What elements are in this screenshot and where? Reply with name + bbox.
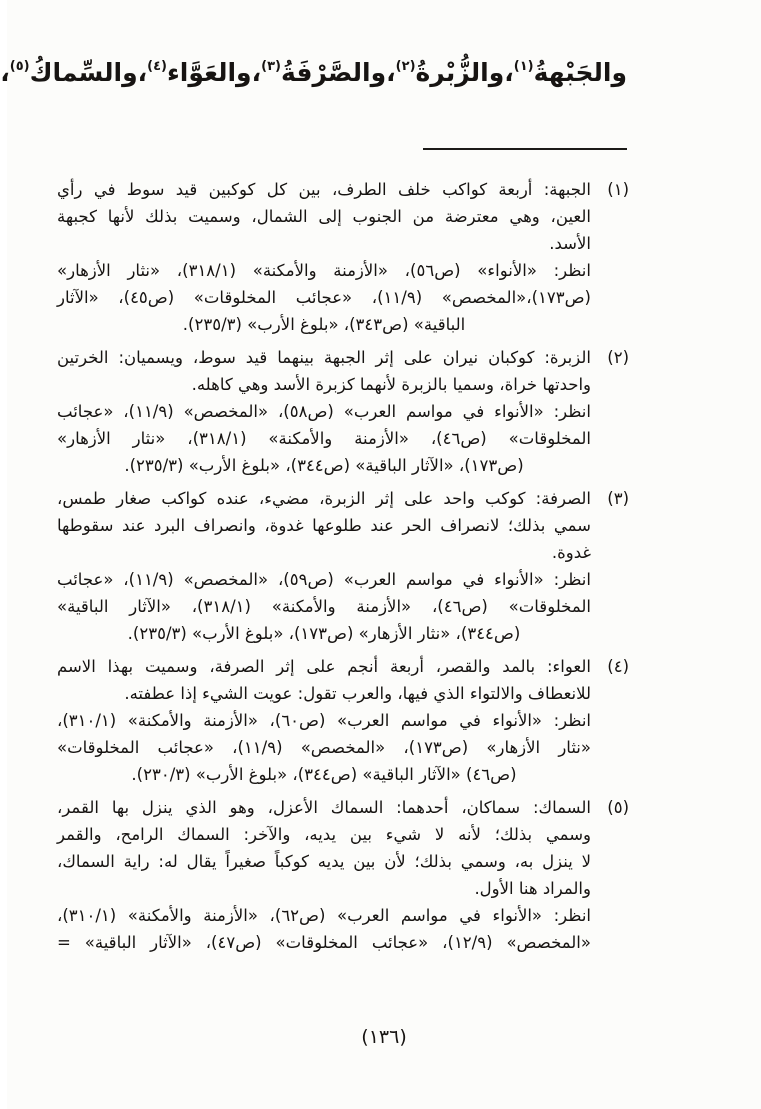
star-name-5 xyxy=(0,58,137,87)
star-name-4-word: والعَوَّاء xyxy=(166,58,252,87)
footnote-line: الزبرة: كوكبان نيران على إثر الجبهة بينهما قيد سوط، ويسميان: الخرتين xyxy=(57,348,591,367)
footnote-line: العين، وهي معترضة من الجنوب إلى الشمال، وسميت بذلك لأنها كجبهة xyxy=(57,207,591,226)
footnote-ref-3: (٣) xyxy=(261,58,281,74)
footnote-line: المخلوقات» (ص٤٦)، «الأزمنة والأمكنة» (٣١٨/١)، «نثار الأزهار» xyxy=(57,429,591,448)
star-name-3-word: والصَّرْفَةُ xyxy=(280,58,387,87)
footnote-ref-2: (٢) xyxy=(395,58,416,74)
footnote-ref-4: (٤) xyxy=(147,58,167,74)
main-text-line xyxy=(0,58,627,87)
footnote-line: «المخصص» (١٢/٩)، «عجائب المخلوقات» (ص٤٧)، «الآثار الباقية» = xyxy=(57,933,591,952)
footnote-line: (ص٤٦) «الآثار الباقية» (ص٣٤٤)، «بلوغ الأرب» (٢٣٠/٣). xyxy=(131,765,517,784)
footnote-4-number: (٤) xyxy=(607,657,629,676)
footnote-line: «نثار الأزهار» (ص١٧٣)، «المخصص» (١١/٩)، «عجائب المخلوقات» xyxy=(57,738,591,757)
footnote-4 xyxy=(57,653,629,788)
footnote-line: السماك: سماكان، أحدهما: السماك الأعزل، وهو الذي ينزل بها القمر، xyxy=(57,798,591,817)
footnote-1 xyxy=(57,176,629,338)
comma: ، xyxy=(137,58,148,87)
footnote-2-number: (٢) xyxy=(607,348,629,367)
comma: ، xyxy=(0,58,10,87)
footnote-1-number: (١) xyxy=(607,180,629,199)
footnote-1-body xyxy=(57,176,591,338)
footnote-line: واحدتها خراة، وسميا بالزبرة لأنهما كزبرة الأسد وهي كاهله. xyxy=(191,375,591,394)
star-name-5-word: والسِّماكُ xyxy=(29,58,138,87)
footnote-line: غدوة. xyxy=(551,543,591,562)
footnote-2-body xyxy=(57,344,591,479)
footnote-ref-5: (٥) xyxy=(9,58,30,74)
footnote-line: وسمي بذلك؛ لأنه لا شيء بين يديه، والآخر: السماك الرامح، والقمر xyxy=(57,825,591,844)
footnote-3-body xyxy=(57,485,591,647)
footnote-line: لا ينزل به، وسمي بذلك؛ لأن بين يديه كوكباً صغيراً يقال له: راية السماك، xyxy=(57,852,591,871)
footnote-line: الباقية» (ص٣٤٣)، «بلوغ الأرب» (٢٣٥/٣). xyxy=(182,315,466,334)
footnote-line: انظر: «الأنواء في مواسم العرب» (ص٦٢)، «الأزمنة والأمكنة» (٣١٠/١)، xyxy=(57,906,591,925)
footnote-line: للانعطاف والالتواء الذي فيها، والعرب تقول: عويت الشيء إذا عطفته. xyxy=(124,684,591,703)
footnote-line: والمراد هنا الأول. xyxy=(474,879,591,898)
page-number: (١٣٦) xyxy=(361,1026,407,1048)
star-name-2 xyxy=(386,58,504,87)
footnote-line: المخلوقات» (ص٤٦)، «الأزمنة والأمكنة» (٣١٨/١)، «الآثار الباقية» xyxy=(57,597,591,616)
footnote-line: الصرفة: كوكب واحد على إثر الزبرة، مضيء، عنده كواكب صغار طمس، xyxy=(57,489,591,508)
footnote-line: انظر: «الأنواء في مواسم العرب» (ص٥٩)، «المخصص» (١١/٩)، «عجائب xyxy=(57,570,591,589)
footnote-ref-1: (١) xyxy=(513,58,534,74)
footnote-2 xyxy=(57,344,629,479)
footnote-line: سمي بذلك؛ لانصراف الحر عند طلوعها غدوة، وانصراف البرد عند سقوطها xyxy=(57,516,591,535)
footnote-5-number: (٥) xyxy=(607,798,629,817)
comma: ، xyxy=(251,58,262,87)
footnotes-section xyxy=(57,176,629,962)
comma: ، xyxy=(386,58,396,87)
footnote-separator-rule xyxy=(423,148,627,150)
footnote-5-body xyxy=(57,794,591,956)
star-name-1-word: والجَبْهةُ xyxy=(533,58,627,87)
footnote-3-number: (٣) xyxy=(607,489,629,508)
footnote-line: انظر: «الأنواء» (ص٥٦)، «الأزمنة والأمكنة» (٣١٨/١)، «نثار الأزهار» xyxy=(57,261,591,280)
footnote-3 xyxy=(57,485,629,647)
footnote-line: (ص١٧٣)،«المخصص» (١١/٩)، «عجائب المخلوقات» (ص٤٥)، «الآثار xyxy=(57,288,591,307)
footnote-line: (ص١٧٣)، «الآثار الباقية» (ص٣٤٤)، «بلوغ الأرب» (٢٣٥/٣). xyxy=(124,456,524,475)
footnote-line: الجبهة: أربعة كواكب خلف الطرف، بين كل كوكبين قيد سوط في رأي xyxy=(57,180,591,199)
star-name-2-word: والزُّبْرةُ xyxy=(415,58,505,87)
footnote-line: انظر: «الأنواء في مواسم العرب» (ص٦٠)، «الأزمنة والأمكنة» (٣١٠/١)، xyxy=(57,711,591,730)
star-name-1 xyxy=(504,58,627,87)
footnote-4-body xyxy=(57,653,591,788)
star-name-3 xyxy=(252,58,387,87)
footnote-line: (ص٣٤٤)، «نثار الأزهار» (ص١٧٣)، «بلوغ الأرب» (٢٣٥/٣). xyxy=(127,624,521,643)
footnote-line: العواء: بالمد والقصر، أربعة أنجم على إثر الصرفة، وسميت بهذا الاسم xyxy=(57,657,591,676)
footnote-line: انظر: «الأنواء في مواسم العرب» (ص٥٨)، «المخصص» (١١/٩)، «عجائب xyxy=(57,402,591,421)
footnote-line: الأسد. xyxy=(549,234,591,253)
footnote-5 xyxy=(57,794,629,956)
comma: ، xyxy=(504,58,514,87)
star-name-4 xyxy=(138,58,252,87)
